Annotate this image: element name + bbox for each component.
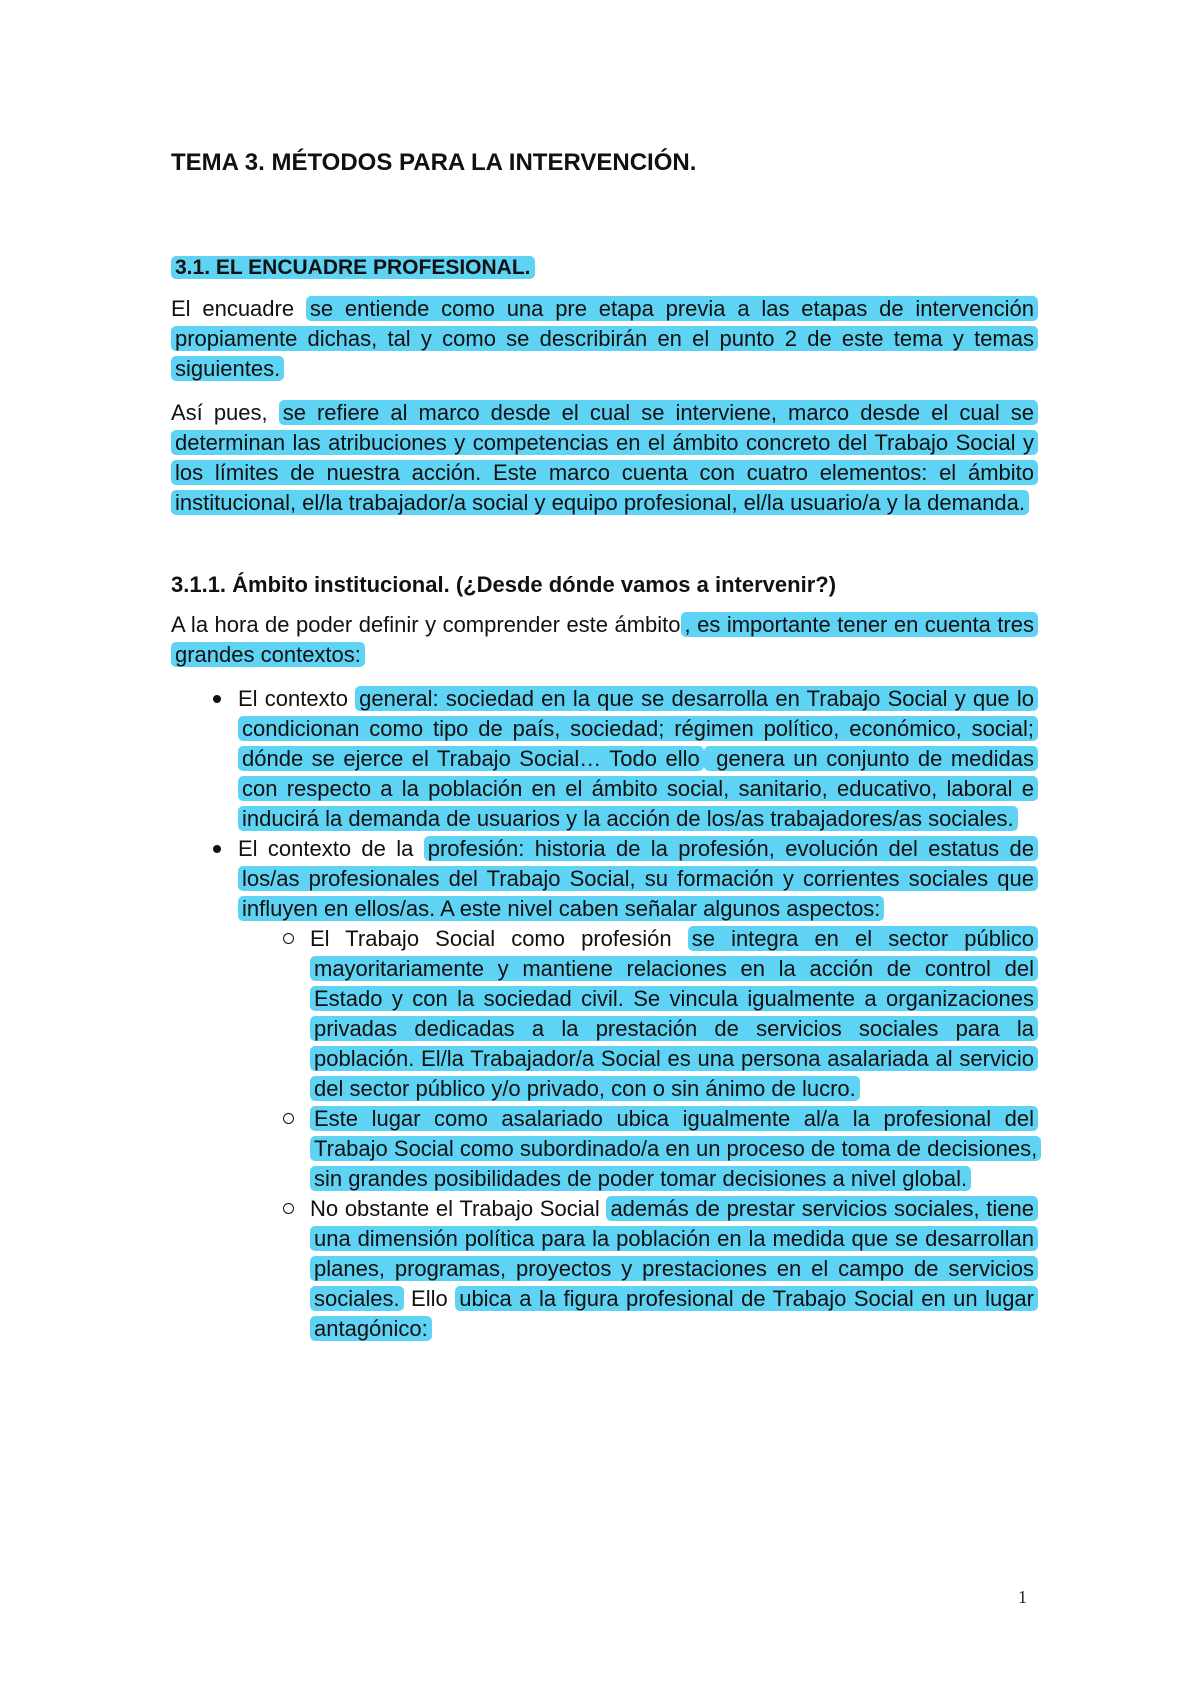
paragraph-marco-lead: Así pues, bbox=[171, 400, 279, 425]
list-item-general-highlight-2: genera un conjunto de medidas con respecto a la población en el ámbito social, sanitario, educativo, laboral e inducirá la demanda de usuarios y la acción de los/as trabajadores/as sociales. bbox=[238, 746, 1038, 831]
list-item-general bbox=[171, 684, 1038, 834]
paragraph-ambito bbox=[171, 610, 1038, 670]
list-item-general-highlight: general: sociedad en la que se desarrolla en Trabajo Social y que lo condicionan como tipo de país, sociedad; régimen político, económico, social; dónde se ejerce el Trabajo Social… Todo ello bbox=[238, 686, 1038, 771]
circle-bullet-icon bbox=[283, 933, 294, 944]
sublist-item-1 bbox=[238, 924, 1038, 1104]
list-item-profesion-lead: El contexto de la bbox=[238, 836, 424, 861]
sublist-item-1-highlight: se integra en el sector público mayoritariamente y mantiene relaciones en la acción de control del Estado y con la sociedad civil. Se vincula igualmente a organizaciones privadas dedicadas a la prestación de servicios sociales para la población. El/la Trabajador/a Social es una persona asalariada al servicio del sector público y/o privado, con o sin ánimo de lucro. bbox=[310, 926, 1038, 1101]
section-heading bbox=[171, 253, 1038, 283]
sublist-item-3-highlight-2: ubica a la figura profesional de Trabajo Social en un lugar antagónico: bbox=[310, 1286, 1038, 1341]
context-list bbox=[171, 684, 1038, 1344]
section-heading-text: 3.1. EL ENCUADRE PROFESIONAL. bbox=[171, 256, 535, 279]
bullet-icon bbox=[213, 845, 221, 853]
profesion-sublist bbox=[238, 924, 1038, 1344]
paragraph-encuadre-lead: El encuadre bbox=[171, 296, 306, 321]
page-number: 1 bbox=[1018, 1587, 1027, 1607]
paragraph-encuadre-highlight: se entiende como una pre etapa previa a las etapas de intervención propiamente dichas, tal y como se describirán en el punto 2 de este tema y temas siguientes. bbox=[171, 296, 1038, 381]
list-item-general-text bbox=[238, 684, 1038, 834]
sublist-item-3-text bbox=[310, 1194, 1038, 1344]
sublist-item-2 bbox=[238, 1104, 1038, 1194]
paragraph-encuadre bbox=[171, 294, 1038, 384]
document-title: TEMA 3. MÉTODOS PARA LA INTERVENCIÓN. bbox=[171, 149, 697, 176]
sublist-item-2-highlight: Este lugar como asalariado ubica igualmente al/a la profesional del Trabajo Social como subordinado/a en un proceso de toma de decisiones, sin grandes posibilidades de poder tomar decisiones a nivel global. bbox=[310, 1106, 1041, 1191]
circle-bullet-icon bbox=[283, 1113, 294, 1124]
list-item-profesion-text bbox=[238, 834, 1038, 924]
sublist-item-1-lead: El Trabajo Social como profesión bbox=[310, 926, 688, 951]
sublist-item-1-text bbox=[310, 924, 1038, 1104]
paragraph-ambito-lead: A la hora de poder definir y comprender este ámbito bbox=[171, 612, 681, 637]
subsection-heading: 3.1.1. Ámbito institucional. (¿Desde dónde vamos a intervenir?) bbox=[171, 572, 837, 597]
paragraph-marco-highlight: se refiere al marco desde el cual se interviene, marco desde el cual se determinan las atribuciones y competencias en el ámbito concreto del Trabajo Social y los límites de nuestra acción. Este marco cuenta con cuatro elementos: el ámbito institucional, el/la trabajador/a social y equipo profesional, el/la usuario/a y la demanda. bbox=[171, 400, 1038, 515]
sublist-item-3-highlight: además de prestar servicios sociales, tiene una dimensión política para la población en la medida que se desarrollan planes, programas, proyectos y prestaciones en el campo de servicios sociales. bbox=[310, 1196, 1038, 1311]
sublist-item-3-connector: Ello bbox=[403, 1286, 456, 1311]
document-body bbox=[171, 148, 1038, 1344]
bullet-icon bbox=[213, 695, 221, 703]
paragraph-ambito-highlight: , es importante tener en cuenta tres grandes contextos: bbox=[171, 612, 1038, 667]
circle-bullet-icon bbox=[283, 1203, 294, 1214]
sublist-item-3-lead: No obstante el Trabajo Social bbox=[310, 1196, 607, 1221]
sublist-item-3 bbox=[238, 1194, 1038, 1344]
list-item-profesion bbox=[171, 834, 1038, 1344]
paragraph-marco bbox=[171, 398, 1038, 518]
list-item-general-lead: El contexto bbox=[238, 686, 356, 711]
list-item-profesion-highlight: profesión: historia de la profesión, evolución del estatus de los/as profesionales del Trabajo Social, su formación y corrientes sociales que influyen en ellos/as. A este nivel caben señalar algunos aspectos: bbox=[238, 836, 1038, 921]
sublist-item-2-text bbox=[310, 1104, 1038, 1194]
